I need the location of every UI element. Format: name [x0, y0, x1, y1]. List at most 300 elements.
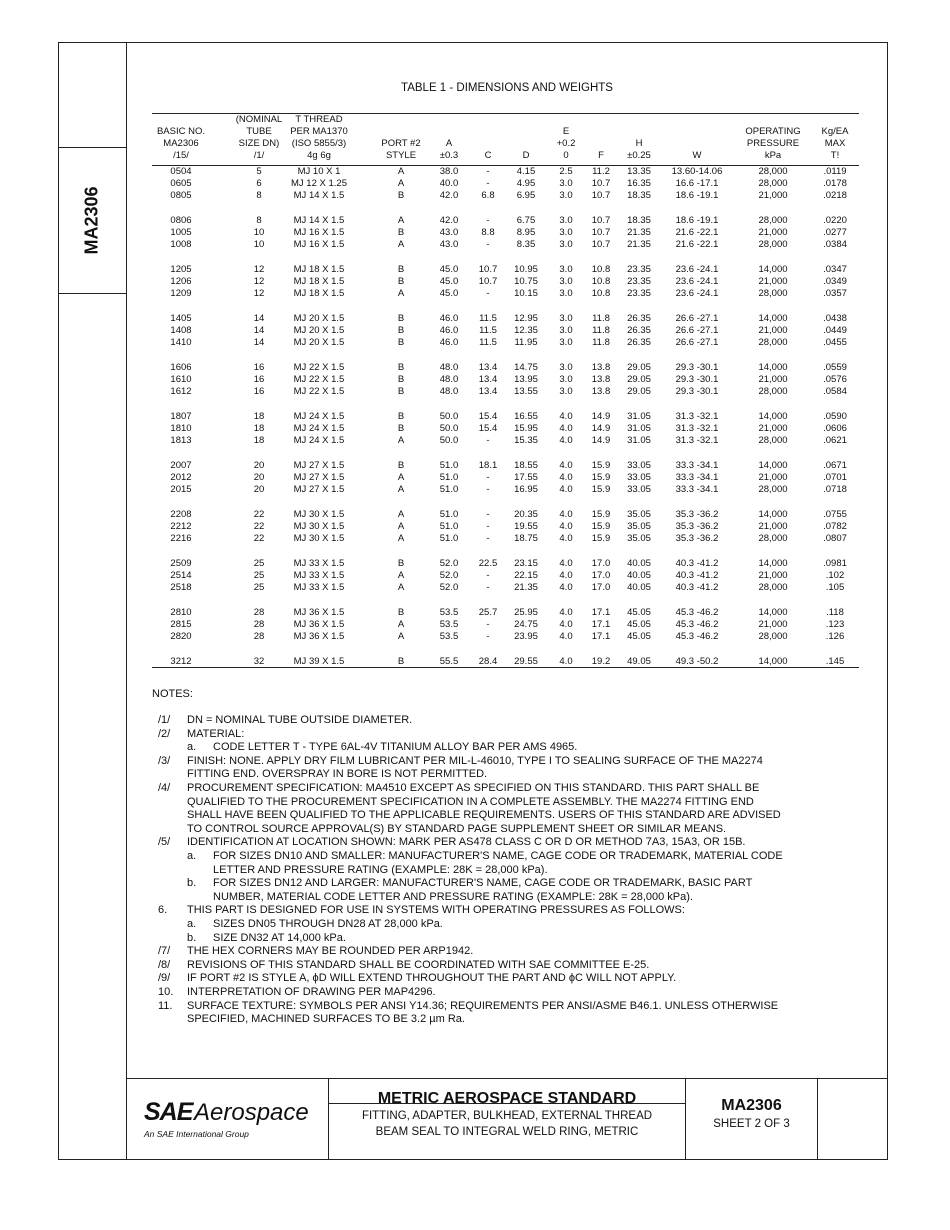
table-cell: 14,000	[758, 264, 788, 275]
note-text: SHALL HAVE BEEN QUALIFIED TO THE APPLICABLE REQUIREMENTS. USERS OF THIS STANDARD ARE ADVISED	[187, 809, 781, 822]
table-cell: 15.9	[591, 509, 611, 520]
table-cell: 1205	[170, 264, 192, 275]
table-cell: 14.9	[591, 411, 611, 422]
table-cell: 35.3 -36.2	[675, 509, 719, 520]
note-marker: /4/	[158, 782, 171, 794]
table-cell: B	[397, 423, 405, 434]
table-row	[0, 484, 950, 496]
table-cell: 15.4	[478, 411, 498, 422]
table-cell: -	[486, 166, 490, 177]
note-text: FITTING END. OVERSPRAY IN BORE IS NOT PERMITTED.	[187, 768, 488, 781]
table-cell: 18	[253, 411, 265, 422]
table-cell: 26.6 -27.1	[675, 325, 719, 336]
table-cell: .126	[825, 631, 845, 642]
table-cell: 40.05	[627, 558, 651, 569]
description-line-1: FITTING, ADAPTER, BULKHEAD, EXTERNAL THREAD	[361, 1110, 653, 1122]
table-cell: MJ 30 X 1.5	[293, 521, 345, 532]
table-cell: 11.5	[479, 325, 497, 336]
table-cell: MJ 27 X 1.5	[293, 484, 345, 495]
table-cell: 18	[253, 435, 265, 446]
table-cell: 21,000	[758, 276, 788, 287]
table-cell: B	[397, 264, 405, 275]
table-cell: B	[397, 460, 405, 471]
table-cell: 15.9	[591, 472, 611, 483]
table-cell: 28,000	[758, 337, 788, 348]
column-header-line: ±0.3	[439, 150, 459, 161]
table-cell: .0438	[823, 313, 847, 324]
table-cell: 2810	[170, 607, 192, 618]
table-cell: -	[486, 178, 490, 189]
title-block-divider-3	[817, 1078, 818, 1160]
table-cell: MJ 20 X 1.5	[293, 325, 345, 336]
table-cell: B	[397, 558, 405, 569]
table-cell: 22	[253, 521, 265, 532]
table-cell: 50.0	[439, 423, 459, 434]
table-cell: .0755	[823, 509, 847, 520]
table-cell: B	[397, 656, 405, 667]
table-cell: -	[486, 215, 490, 226]
table-cell: 33.3 -34.1	[675, 484, 719, 495]
table-cell: 10.7	[591, 239, 611, 250]
table-cell: .102	[825, 570, 845, 581]
table-cell: 10.7	[591, 178, 611, 189]
table-cell: 1807	[170, 411, 192, 422]
note-text: MATERIAL:	[187, 727, 245, 740]
table-cell: 28.4	[478, 656, 498, 667]
table-cell: 29.3 -30.1	[675, 362, 719, 373]
table-cell: 29.3 -30.1	[675, 386, 719, 397]
table-cell: 16.55	[514, 411, 538, 422]
table-cell: 49.3 -50.2	[675, 656, 719, 667]
table-cell: 15.35	[514, 435, 538, 446]
table-cell: 14	[253, 313, 265, 324]
table-cell: MJ 27 X 1.5	[293, 460, 345, 471]
table-cell: 31.05	[627, 423, 651, 434]
table-cell: 45.05	[627, 619, 651, 630]
table-cell: 1813	[170, 435, 192, 446]
table-row	[0, 619, 950, 631]
column-header-line: MAX	[824, 138, 846, 149]
table-cell: 18.6 -19.1	[675, 215, 719, 226]
note-text: FINISH: NONE. APPLY DRY FILM LUBRICANT PER MIL-L-46010, TYPE I TO SEALING SURFACE OF THE MA2274	[187, 754, 763, 767]
note-text: THE HEX CORNERS MAY BE ROUNDED PER ARP1942.	[187, 945, 474, 958]
table-cell: 51.0	[439, 521, 459, 532]
table-cell: 25	[253, 558, 265, 569]
column-header-line: PER MA1370	[290, 126, 348, 137]
table-cell: 17.0	[591, 570, 611, 581]
table-cell: 15.9	[591, 460, 611, 471]
note-text: IF PORT #2 IS STYLE A, ϕD WILL EXTEND THROUGHOUT THE PART AND ϕC WILL NOT APPLY.	[187, 972, 677, 985]
column-header-line: E	[562, 126, 570, 137]
table-cell: 40.3 -41.2	[675, 570, 719, 581]
note-text: DN = NOMINAL TUBE OUTSIDE DIAMETER.	[187, 714, 413, 726]
table-cell: 35.3 -36.2	[675, 521, 719, 532]
table-cell: 2514	[170, 570, 192, 581]
table-cell: .0671	[823, 460, 847, 471]
table-cell: 18.35	[627, 215, 651, 226]
table-cell: A	[397, 239, 405, 250]
table-cell: 4.0	[559, 570, 573, 581]
table-cell: MJ 18 X 1.5	[293, 276, 345, 287]
table-cell: 26.35	[627, 325, 651, 336]
table-cell: A	[397, 288, 405, 299]
table-cell: 45.3 -46.2	[675, 607, 719, 618]
table-cell: MJ 12 X 1.25	[291, 178, 347, 189]
column-header-line: D	[522, 150, 530, 161]
column-header-line: T!	[830, 150, 840, 161]
table-cell: MJ 20 X 1.5	[293, 313, 345, 324]
table-cell: 1610	[170, 374, 192, 385]
table-cell: 1810	[170, 423, 192, 434]
table-cell: 13.8	[591, 374, 611, 385]
note-marker: /3/	[158, 754, 171, 767]
table-cell: .123	[825, 619, 845, 630]
description-line-2: BEAM SEAL TO INTEGRAL WELD RING, METRIC	[375, 1126, 639, 1138]
table-cell: 17.1	[591, 631, 611, 642]
table-row	[0, 374, 950, 386]
table-cell: 29.05	[627, 362, 651, 373]
table-cell: 2216	[170, 533, 192, 544]
table-cell: 6.75	[516, 215, 536, 226]
table-row	[0, 509, 950, 521]
table-cell: 11.8	[592, 325, 610, 336]
table-cell: 26.6 -27.1	[675, 337, 719, 348]
table-row	[0, 362, 950, 374]
table-cell: 13.8	[591, 386, 611, 397]
table-cell: 51.0	[439, 472, 459, 483]
table-cell: A	[397, 521, 405, 532]
table-cell: 3212	[170, 656, 192, 667]
table-cell: 0805	[170, 190, 192, 201]
table-cell: 28,000	[758, 166, 788, 177]
table-row	[0, 570, 950, 582]
column-header-line: PRESSURE	[746, 138, 800, 149]
table-cell: 10.7	[591, 215, 611, 226]
table-cell: 4.0	[559, 607, 573, 618]
note-marker: a.	[187, 918, 197, 930]
doc-number: MA2306	[721, 1097, 782, 1114]
table-cell: 8	[256, 190, 262, 201]
table-cell: 15.9	[591, 533, 611, 544]
table-cell: MJ 30 X 1.5	[293, 509, 345, 520]
table-cell: 48.0	[439, 362, 459, 373]
table-cell: 4.0	[559, 423, 573, 434]
table-cell: 28,000	[758, 178, 788, 189]
table-cell: 10.8	[591, 288, 611, 299]
table-cell: 6.8	[481, 190, 495, 201]
table-cell: 22	[253, 509, 265, 520]
table-cell: 12	[253, 264, 265, 275]
table-cell: 52.0	[439, 558, 459, 569]
table-cell: 3.0	[559, 190, 573, 201]
table-cell: 17.1	[591, 619, 611, 630]
table-cell: B	[397, 374, 405, 385]
note-text: LETTER AND PRESSURE RATING (EXAMPLE: 28K = 28,000 kPa).	[213, 863, 548, 876]
column-header-line: H	[635, 138, 643, 149]
table-cell: 23.35	[627, 264, 651, 275]
table-cell: 15.9	[591, 484, 611, 495]
table-cell: 23.6 -24.1	[675, 276, 719, 287]
table-cell: 40.3 -41.2	[675, 582, 719, 593]
table-cell: 26.6 -27.1	[675, 313, 719, 324]
column-header-line: MA2306	[163, 138, 199, 149]
table-cell: 25.7	[478, 607, 498, 618]
table-cell: 20	[253, 484, 265, 495]
table-cell: B	[397, 411, 405, 422]
table-cell: 14,000	[758, 411, 788, 422]
table-cell: 45.0	[439, 276, 459, 287]
table-row	[0, 435, 950, 447]
table-cell: MJ 33 X 1.5	[293, 582, 345, 593]
table-cell: 4.0	[559, 472, 573, 483]
table-cell: 4.0	[559, 533, 573, 544]
table-row	[0, 533, 950, 545]
table-cell: 28,000	[758, 582, 788, 593]
table-cell: 21.35	[627, 239, 651, 250]
column-header-line: ±0.25	[627, 150, 651, 161]
table-cell: 14.9	[591, 435, 611, 446]
table-cell: 13.4	[478, 362, 498, 373]
table-cell: 11.5	[479, 337, 497, 348]
table-cell: MJ 27 X 1.5	[293, 472, 345, 483]
table-cell: .0349	[823, 276, 847, 287]
table-cell: 31.3 -32.1	[675, 423, 719, 434]
note-marker: 10.	[158, 986, 174, 998]
note-marker: /1/	[158, 714, 171, 726]
note-marker: 6.	[158, 904, 168, 917]
table-cell: 31.3 -32.1	[675, 435, 719, 446]
logo-tagline: An SAE International Group	[144, 1129, 249, 1139]
note-marker: /5/	[158, 836, 171, 849]
column-header-line: W	[692, 150, 702, 161]
note-marker: /8/	[158, 958, 171, 971]
table-cell: MJ 18 X 1.5	[293, 264, 345, 275]
table-cell: 26.35	[627, 337, 651, 348]
table-cell: 14	[253, 337, 265, 348]
table-cell: 4.0	[559, 484, 573, 495]
table-cell: 8.8	[481, 227, 495, 238]
table-cell: B	[397, 607, 405, 618]
table-cell: 2518	[170, 582, 192, 593]
table-cell: 6	[256, 178, 262, 189]
table-cell: 21.35	[514, 582, 538, 593]
table-cell: A	[397, 631, 405, 642]
table-cell: -	[486, 239, 490, 250]
table-cell: 28,000	[758, 215, 788, 226]
table-cell: 17.1	[591, 607, 611, 618]
note-text: NUMBER, MATERIAL CODE LETTER AND PRESSURE RATING (EXAMPLE: 28K = 28,000 kPa).	[213, 890, 693, 903]
table-cell: .145	[825, 656, 845, 667]
table-cell: 29.3 -30.1	[675, 374, 719, 385]
table-cell: .0718	[823, 484, 847, 495]
table-cell: 28,000	[758, 386, 788, 397]
table-cell: 38.0	[439, 166, 459, 177]
table-cell: -	[486, 288, 490, 299]
table-cell: 4.0	[559, 435, 573, 446]
table-cell: 10.95	[514, 264, 538, 275]
table-cell: 2212	[170, 521, 192, 532]
table-cell: 14.9	[591, 423, 611, 434]
note-marker: /7/	[158, 945, 171, 958]
table-cell: 15.4	[478, 423, 498, 434]
table-row	[0, 276, 950, 288]
table-cell: MJ 30 X 1.5	[293, 533, 345, 544]
table-row	[0, 631, 950, 643]
table-cell: 12	[253, 288, 265, 299]
table-cell: 4.95	[516, 178, 536, 189]
table-row	[0, 239, 950, 251]
table-cell: 40.0	[439, 178, 459, 189]
table-cell: MJ 16 X 1.5	[293, 227, 345, 238]
table-cell: A	[397, 484, 405, 495]
table-cell: -	[486, 570, 490, 581]
table-cell: 8.35	[516, 239, 536, 250]
note-text: INTERPRETATION OF DRAWING PER MAP4296.	[187, 986, 436, 998]
table-cell: 21,000	[758, 325, 788, 336]
table-cell: 1008	[170, 239, 192, 250]
table-cell: B	[397, 337, 405, 348]
column-header-line: TUBE	[246, 126, 272, 137]
table-cell: 29.05	[627, 386, 651, 397]
table-cell: MJ 10 X 1	[297, 166, 341, 177]
table-cell: 4.0	[559, 582, 573, 593]
table-cell: .0576	[823, 374, 847, 385]
column-header-line: +0.2	[556, 138, 576, 149]
table-row	[0, 607, 950, 619]
table-cell: 45.0	[439, 264, 459, 275]
table-cell: 16.95	[514, 484, 538, 495]
table-cell: 45.05	[627, 631, 651, 642]
table-cell: A	[397, 435, 405, 446]
table-cell: 14,000	[758, 607, 788, 618]
table-cell: .0701	[823, 472, 847, 483]
table-cell: 53.5	[439, 619, 459, 630]
table-cell: 12	[253, 276, 265, 287]
table-cell: 14.75	[514, 362, 538, 373]
table-row	[0, 313, 950, 325]
table-cell: 10.7	[591, 190, 611, 201]
part-description	[329, 1108, 685, 1140]
table-row	[0, 411, 950, 423]
note-text: SIZES DN05 THROUGH DN28 AT 28,000 kPa.	[213, 918, 443, 930]
table-cell: B	[397, 313, 405, 324]
note-text: THIS PART IS DESIGNED FOR USE IN SYSTEMS WITH OPERATING PRESSURES AS FOLLOWS:	[187, 904, 685, 917]
table-cell: MJ 18 X 1.5	[293, 288, 345, 299]
table-row	[0, 264, 950, 276]
table-cell: 45.3 -46.2	[675, 619, 719, 630]
table-cell: .0449	[823, 325, 847, 336]
table-title: TABLE 1 - DIMENSIONS AND WEIGHTS	[401, 82, 613, 94]
table-cell: 45.3 -46.2	[675, 631, 719, 642]
table-cell: 50.0	[439, 435, 459, 446]
table-cell: A	[397, 509, 405, 520]
table-row	[0, 166, 950, 178]
table-cell: 1206	[170, 276, 192, 287]
table-cell: 20.35	[514, 509, 538, 520]
table-cell: 3.0	[559, 276, 573, 287]
table-cell: 11.8	[592, 313, 610, 324]
table-cell: 43.0	[439, 227, 459, 238]
table-cell: 8.95	[516, 227, 536, 238]
table-cell: 35.05	[627, 509, 651, 520]
table-cell: 2012	[170, 472, 192, 483]
table-cell: 22.15	[514, 570, 538, 581]
note-text: REVISIONS OF THIS STANDARD SHALL BE COORDINATED WITH SAE COMMITTEE E-25.	[187, 958, 650, 971]
table-cell: MJ 39 X 1.5	[293, 656, 345, 667]
table-cell: 10.7	[478, 264, 498, 275]
table-cell: 18.75	[514, 533, 538, 544]
table-row	[0, 558, 950, 570]
table-cell: 35.05	[627, 521, 651, 532]
table-cell: 19.55	[514, 521, 538, 532]
table-cell: -	[486, 484, 490, 495]
column-header-line: (ISO 5855/3)	[291, 138, 347, 149]
table-cell: 17.0	[591, 582, 611, 593]
table-cell: 3.0	[559, 227, 573, 238]
table-cell: .0981	[823, 558, 847, 569]
table-cell: 29.55	[514, 656, 538, 667]
table-cell: 15.95	[514, 423, 538, 434]
table-cell: 23.6 -24.1	[675, 264, 719, 275]
table-cell: 18.1	[478, 460, 498, 471]
table-cell: 3.0	[559, 362, 573, 373]
table-cell: 31.3 -32.1	[675, 411, 719, 422]
table-cell: 21,000	[758, 619, 788, 630]
sheet-number: SHEET 2 OF 3	[713, 1118, 790, 1130]
table-cell: 14,000	[758, 509, 788, 520]
table-cell: -	[486, 533, 490, 544]
table-cell: MJ 33 X 1.5	[293, 558, 345, 569]
column-header-line: Kg/EA	[821, 126, 849, 137]
table-cell: 13.55	[514, 386, 538, 397]
table-cell: 2208	[170, 509, 192, 520]
table-cell: 13.8	[591, 362, 611, 373]
table-cell: 18.55	[514, 460, 538, 471]
table-cell: 23.35	[627, 276, 651, 287]
table-cell: MJ 22 X 1.5	[293, 386, 345, 397]
table-cell: MJ 24 X 1.5	[293, 411, 345, 422]
table-cell: .0455	[823, 337, 847, 348]
table-cell: A	[397, 582, 405, 593]
column-header-line: /15/	[173, 150, 189, 161]
table-cell: 25	[253, 570, 265, 581]
table-cell: .0606	[823, 423, 847, 434]
table-cell: -	[486, 631, 490, 642]
table-cell: 4.0	[559, 558, 573, 569]
table-cell: 4.0	[559, 631, 573, 642]
table-cell: B	[397, 362, 405, 373]
table-cell: .0220	[823, 215, 847, 226]
table-cell: 1408	[170, 325, 192, 336]
table-cell: 15.9	[591, 521, 611, 532]
table-cell: 3.0	[559, 386, 573, 397]
standard-title: METRIC AEROSPACE STANDARD	[377, 1090, 637, 1107]
table-cell: -	[486, 509, 490, 520]
table-cell: 3.0	[559, 264, 573, 275]
table-cell: 3.0	[559, 288, 573, 299]
table-cell: 51.0	[439, 460, 459, 471]
table-cell: 35.05	[627, 533, 651, 544]
table-cell: .0590	[823, 411, 847, 422]
table-cell: 23.15	[514, 558, 538, 569]
table-cell: B	[397, 227, 405, 238]
table-row	[0, 472, 950, 484]
side-label-text: MA2306	[81, 186, 102, 255]
table-cell: 28,000	[758, 239, 788, 250]
table-cell: 29.05	[627, 374, 651, 385]
note-marker: 11.	[158, 999, 173, 1012]
table-cell: 51.0	[439, 533, 459, 544]
